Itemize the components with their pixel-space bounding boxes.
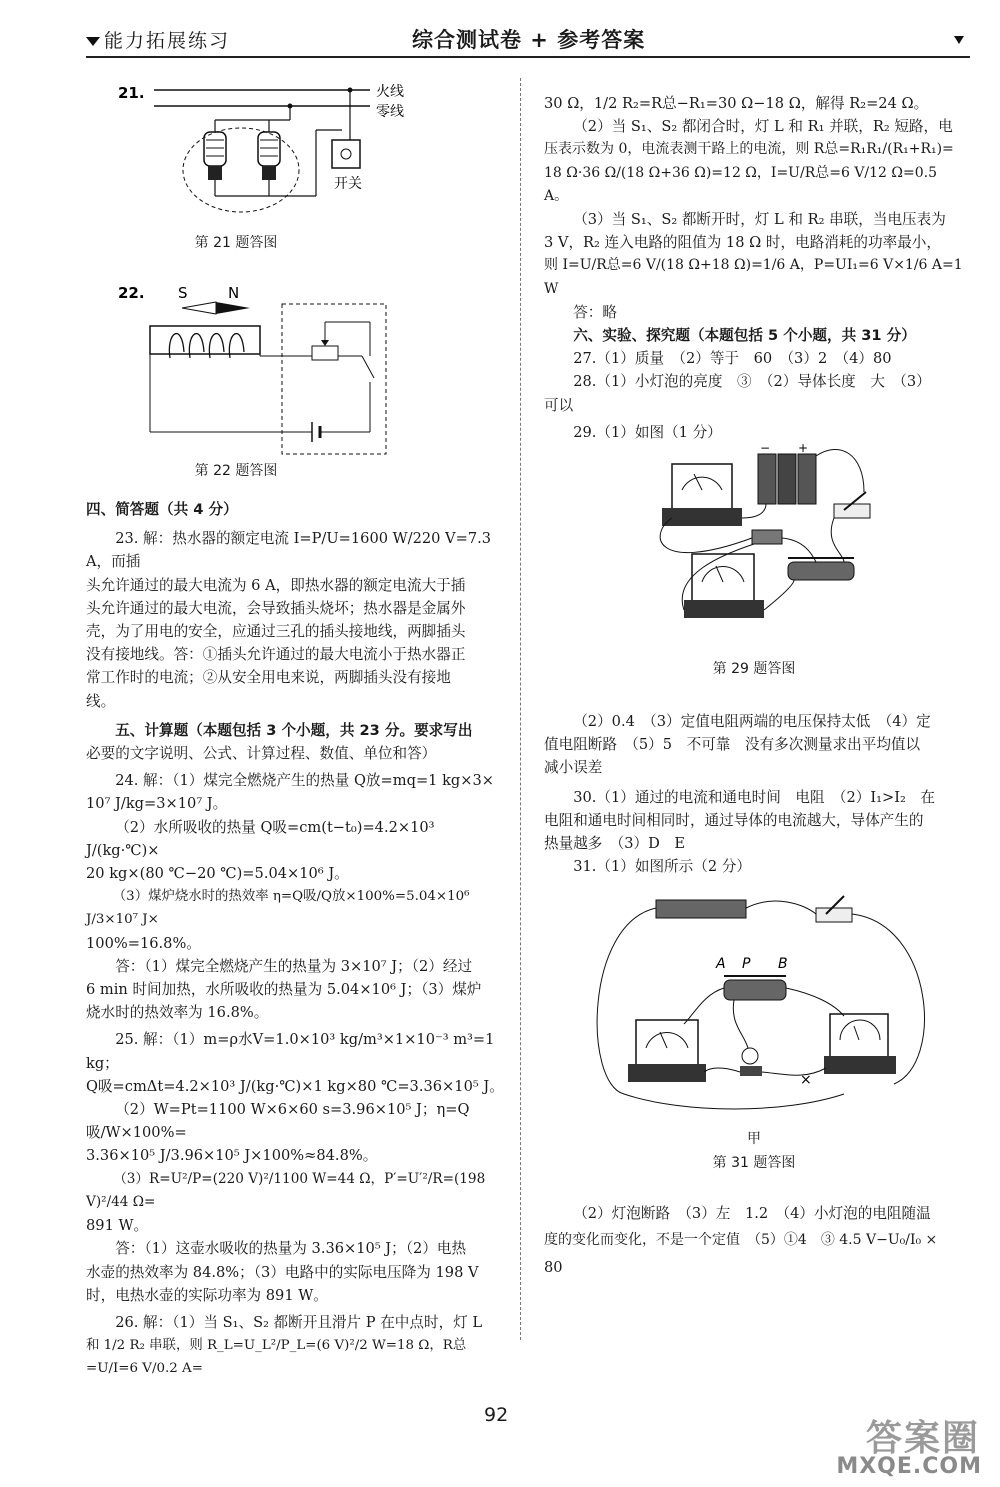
answer-24-line: 答：（1）煤完全燃烧产生的热量为 3×10⁷ J；（2）经过 — [115, 957, 473, 975]
figure-21-caption: 第 21 题答图 — [194, 235, 278, 251]
header-left — [86, 26, 230, 53]
answer-26-line: 压表示数为 0，电流表测干路上的电流，则 R总=R₁R₁/(R₁+R₁)= — [544, 141, 954, 158]
switch-box-icon — [332, 140, 360, 168]
header-title: 综合测试卷 + 参考答案 — [412, 28, 646, 52]
answer-29-continued — [544, 710, 964, 780]
answer-26-continued — [544, 92, 964, 324]
section-5-heading-line: 五、计算题（本题包括 3 个小题，共 23 分。要求写出 — [115, 721, 473, 739]
answer-25-line: 水壶的热效率为 84.8%；（3）电路中的实际电压降为 198 V — [86, 1263, 479, 1281]
header-left-text: 能力拓展练习 — [104, 30, 231, 52]
answer-26-line: 答：略 — [573, 303, 617, 321]
answer-26-line: 30 Ω，1/2 R₂=R总−R₁=30 Ω−18 Ω，解得 R₂=24 Ω。 — [544, 95, 929, 112]
answer-30-line: 30.（1）通过的电流和通电时间 电阻 （2）I₁>I₂ 在 — [573, 788, 936, 806]
answer-28-line: 可以 — [544, 396, 574, 414]
answer-25-line: （3）R=U²/P=(220 V)²/1100 W=44 Ω，P′=U′²/R=(198 V)²/44 Ω= — [86, 1170, 486, 1210]
label-p: P — [742, 956, 751, 973]
answer-31-line: 80 — [544, 1259, 563, 1277]
watermark — [788, 1410, 988, 1480]
switch-label: 开关 — [334, 176, 362, 192]
answer-28-line: 28.（1）小灯泡的亮度 ③ （2）导体长度 大 （3） — [573, 373, 931, 391]
bulb-icon — [740, 1048, 762, 1076]
answer-23-line: 头允许通过的最大电流，会导致插头烧坏；热水器是金属外 — [86, 599, 466, 617]
answer-28 — [544, 370, 964, 416]
figure-22-caption: 第 22 题答图 — [194, 463, 278, 479]
answer-23 — [86, 527, 506, 713]
answer-26 — [86, 1311, 506, 1381]
answer-29-line: 值电阻断路 （5）5 不可靠 没有多次测量求出平均值以 — [544, 736, 921, 754]
circuit-22-diagram — [86, 282, 506, 458]
section-5-heading-line: 必要的文字说明、公式、计算过程、数值、单位和答） — [86, 745, 437, 763]
left-column — [86, 80, 506, 1381]
n-pole-label: N — [228, 284, 240, 302]
zero-line-label: 零线 — [376, 104, 404, 120]
fire-line-label: 火线 — [376, 84, 404, 100]
section-5-heading — [86, 719, 506, 765]
rheostat-icon — [312, 346, 338, 360]
page-header — [86, 24, 970, 58]
answer-25-line: Q吸=cmΔt=4.2×10³ J/(kg·℃)×1 kg×80 ℃=3.36×10⁵ J。 — [86, 1077, 504, 1095]
page-number: 92 — [484, 1404, 509, 1426]
answer-23-line: 常工作时的电流；②从安全用电来说，两脚插头没有接地 — [86, 669, 451, 687]
answer-25 — [86, 1028, 506, 1306]
battery-holder-icon — [656, 900, 746, 918]
watermark-text: 答案圈 — [865, 1418, 980, 1459]
figure-31-caption: 第 31 题答图 — [712, 1155, 796, 1172]
answer-24-line: 烧水时的热效率为 16.8%。 — [86, 1004, 269, 1022]
answer-24-line: 100%=16.8%。 — [86, 934, 201, 952]
switch-icon — [834, 492, 870, 518]
section-4-heading: 四、简答题（共 4 分） — [86, 501, 238, 518]
answer-26-line: 和 1/2 R₂ 串联，则 R_L=U_L²/P_L=(6 V)²/2 W=18 Ω，R总=U/I=6 V/0.2 A= — [86, 1338, 467, 1377]
section-6-heading: 六、实验、探究题（本题包括 5 个小题，共 31 分） — [573, 327, 916, 345]
q22-number: 22. — [118, 284, 145, 302]
rheostat-icon — [724, 976, 786, 1000]
answer-26-line: 3 V，R₂ 连入电路的阻值为 18 Ω 时，电路消耗的功率最小， — [544, 234, 941, 252]
answer-26-line: 18 Ω·36 Ω/(18 Ω+36 Ω)=12 Ω，I=U/R总=6 V/12 Ω=0.5 A。 — [544, 164, 938, 204]
answer-26-line: （2）当 S₁、S₂ 都闭合时，灯 L 和 R₁ 并联，R₂ 短路，电 — [573, 118, 953, 136]
ammeter-icon — [662, 464, 742, 526]
label-a: A — [716, 956, 726, 973]
bulb-1-icon — [204, 132, 226, 180]
figure-29 — [544, 444, 964, 690]
answer-25-line: 答：（1）这壶水吸收的热量为 3.36×10⁵ J；（2）电热 — [115, 1240, 467, 1258]
answer-27: 27.（1）质量 （2）等于 60 （3）2 （4）80 — [573, 350, 892, 368]
answer-31-line: 度的变化而变化，不是一个定值 （5）①4 ③ 4.5 V−U₀/I₀ × — [544, 1232, 938, 1249]
answer-23-line: 没有接地线。答：①插头允许通过的最大电流小于热水器正 — [86, 646, 466, 664]
answer-24-line: 20 kg×(80 ℃−20 ℃)=5.04×10⁶ J。 — [86, 865, 349, 883]
column-divider — [520, 78, 521, 1340]
answer-24-line: （2）水所吸收的热量 Q吸=cm(t−t₀)=4.2×10³ J/(kg·℃)× — [86, 818, 435, 859]
answer-24 — [86, 769, 506, 1024]
figure-31-sub-label: 甲 — [747, 1131, 761, 1148]
answer-23-line: 23. 解：热水器的额定电流 I=P/U=1600 W/220 V=7.3 A，而插 — [86, 530, 492, 571]
answer-23-line: 壳，为了用电的安全，应通过三孔的插头接地线，两脚插头 — [86, 623, 466, 641]
bulb-2-icon — [258, 132, 280, 180]
triangle-icon — [86, 37, 100, 46]
q21-number: 21. — [118, 84, 145, 102]
fixed-resistor-icon — [752, 530, 782, 544]
answer-26-line: 26. 解：（1）当 S₁、S₂ 都断开且滑片 P 在中点时，灯 L — [115, 1313, 483, 1331]
answer-25-line: 25. 解：（1）m=ρ水V=1.0×10³ kg/m³×1×10⁻³ m³=1 kg； — [86, 1031, 495, 1072]
answer-24-line: 24. 解：（1）煤完全燃烧产生的热量 Q放=mq=1 kg×3× — [115, 772, 495, 790]
watermark-url: MXQE.COM — [836, 1454, 982, 1479]
answer-31-continued — [544, 1200, 964, 1281]
compass-needle-icon — [182, 302, 216, 314]
answer-30 — [544, 786, 964, 856]
answer-30-line: 电阻和通电时间相同时，通过导体的电流越大，导体产生的 — [544, 811, 924, 829]
answer-30-line: 热量越多 （3）D E — [544, 835, 686, 853]
voltmeter-icon — [684, 554, 764, 618]
answer-26-line: 则 I=U/R总=6 V/(18 Ω+18 Ω)=1/6 A，P=UI₁=6 V×1/6 A=1 W — [544, 257, 963, 297]
battery-pack-icon — [758, 444, 816, 504]
answer-29-line: （2）0.4 （3）定值电阻两端的电压保持太低 （4）定 — [573, 713, 931, 731]
answer-26-line: （3）当 S₁、S₂ 都断开时，灯 L 和 R₂ 串联，当电压表为 — [573, 211, 946, 229]
figure-29-caption: 第 29 题答图 — [712, 661, 796, 678]
switch-icon — [816, 896, 852, 922]
answer-31: 31.（1）如图所示（2 分） — [573, 858, 751, 876]
experiment-29-drawing — [544, 444, 964, 660]
answer-25-line: 891 W。 — [86, 1217, 149, 1235]
switch-icon — [362, 356, 374, 378]
answer-24-line: 10⁷ J/kg=3×10⁷ J。 — [86, 795, 228, 813]
experiment-31-drawing — [544, 884, 964, 1124]
answer-25-line: （2）W=Pt=1100 W×6×60 s=3.96×10⁵ J；η=Q吸/W×100%= — [86, 1101, 470, 1142]
header-rule — [86, 56, 970, 58]
figure-31 — [544, 884, 964, 1180]
answer-24-line: 6 min 时间加热，水所吸收的热量为 5.04×10⁶ J；（3）煤炉 — [86, 981, 482, 999]
answer-29-line: 减小误差 — [544, 759, 603, 777]
s-pole-label: S — [178, 284, 188, 302]
svg-text:+: + — [798, 444, 809, 456]
corner-triangle-icon — [954, 36, 964, 44]
voltmeter-icon — [628, 1020, 706, 1082]
cross-mark: × — [800, 1072, 812, 1089]
label-b: B — [778, 956, 788, 973]
answer-25-line: 3.36×10⁵ J/3.96×10⁵ J×100%≈84.8%。 — [86, 1147, 378, 1165]
answer-23-line: 头允许通过的最大电流为 6 A，即热水器的额定电流大于插 — [86, 576, 466, 594]
right-column — [544, 92, 964, 1281]
answer-23-line: 线。 — [86, 692, 116, 710]
answer-29: 29.（1）如图（1 分） — [573, 423, 722, 441]
answer-31-line: （2）灯泡断路 （3）左 1.2 （4）小灯泡的电阻随温 — [573, 1205, 931, 1223]
answer-25-line: 时，电热水壶的实际功率为 891 W。 — [86, 1286, 328, 1304]
ammeter-icon — [824, 1014, 896, 1074]
figure-21 — [86, 80, 506, 260]
svg-text:−: − — [760, 444, 771, 456]
figure-22 — [86, 282, 506, 488]
answer-24-line: （3）煤炉烧水时的热效率 η=Q吸/Q放×100%=5.04×10⁶ J/3×10⁷ J× — [86, 889, 470, 928]
